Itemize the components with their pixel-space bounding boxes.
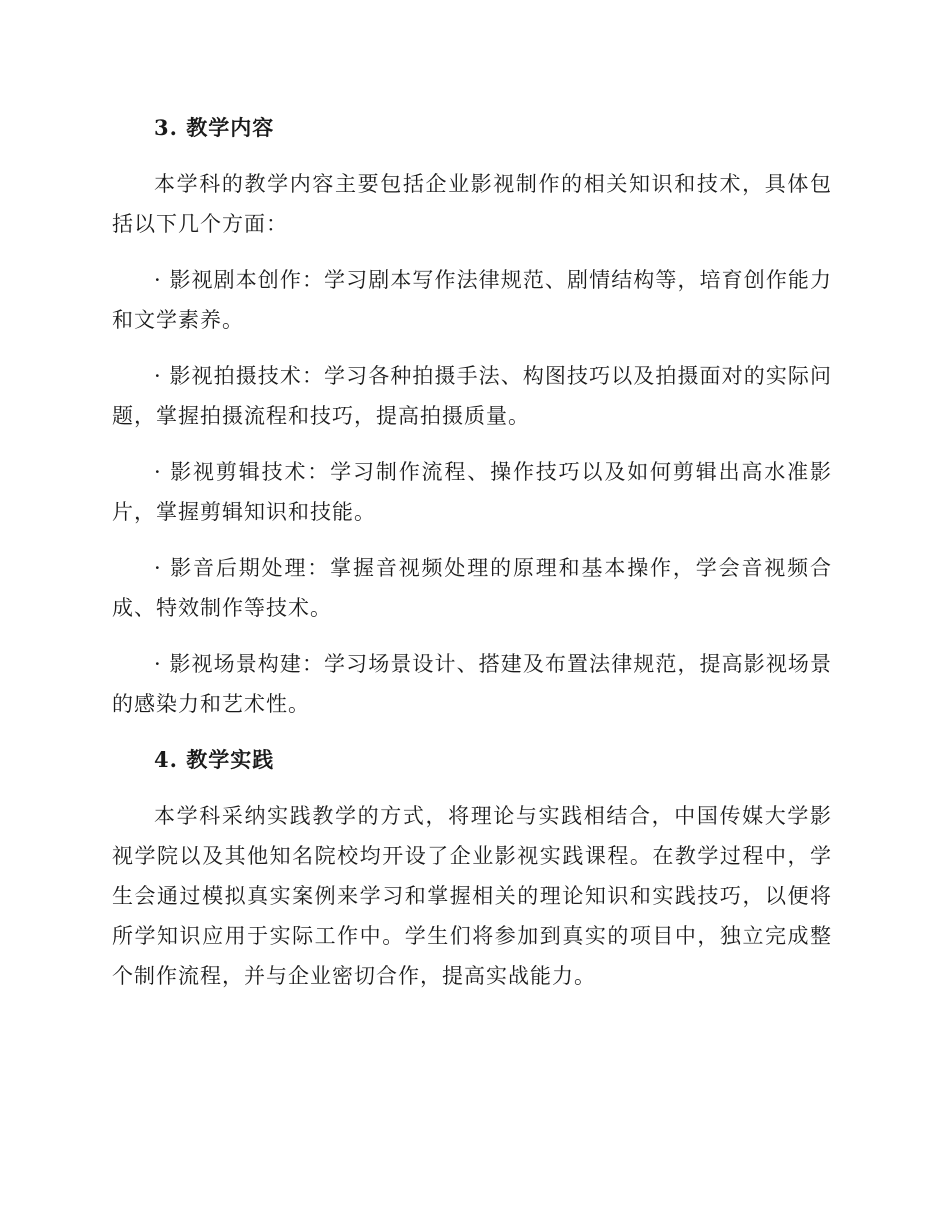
list-item-scene-construction: · 影视场景构建：学习场景设计、搭建及布置法律规范，提高影视场景的感染力和艺术性。 bbox=[112, 652, 832, 716]
section-heading-teaching-content: 3. 教学内容 bbox=[154, 115, 275, 140]
list-item-post-processing: · 影音后期处理：掌握音视频处理的原理和基本操作，学会音视频合成、特效制作等技术。 bbox=[112, 556, 832, 620]
list-item-screenwriting: · 影视剧本创作：学习剧本写作法律规范、剧情结构等，培育创作能力和文学素养。 bbox=[112, 268, 832, 332]
section-intro-paragraph: 本学科的教学内容主要包括企业影视制作的相关知识和技术，具体包括以下几个方面： bbox=[112, 172, 832, 236]
document-body bbox=[112, 108, 832, 1012]
section-heading-teaching-practice: 4. 教学实践 bbox=[154, 747, 275, 772]
section-body-paragraph: 本学科采纳实践教学的方式，将理论与实践相结合，中国传媒大学影视学院以及其他知名院校均开设了企业影视实践课程。在教学过程中，学生会通过模拟真实案例来学习和掌握相关的理论知识和实践技巧，以便将所学知识应用于实际工作中。学生们将参加到真实的项目中，独立完成整个制作流程，并与企业密切合作，提高实战能力。 bbox=[112, 804, 832, 988]
list-item-editing: · 影视剪辑技术：学习制作流程、操作技巧以及如何剪辑出高水准影片，掌握剪辑知识和技能。 bbox=[112, 460, 832, 524]
list-item-shooting: · 影视拍摄技术：学习各种拍摄手法、构图技巧以及拍摄面对的实际问题，掌握拍摄流程和技巧，提高拍摄质量。 bbox=[112, 364, 832, 428]
